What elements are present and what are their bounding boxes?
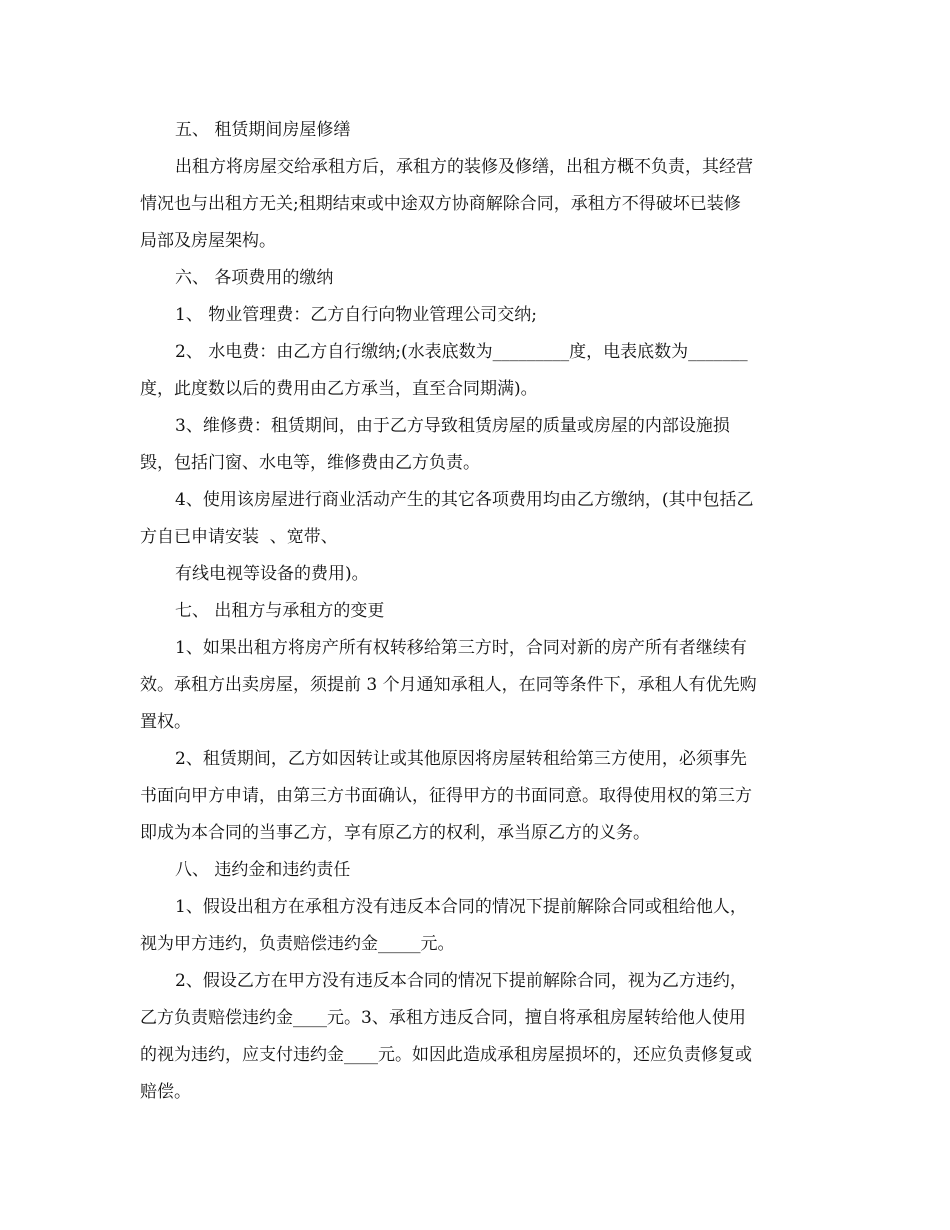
paragraph-line: 1、假设出租方在承租方没有违反本合同的情况下提前解除合同或租给他人， — [175, 897, 747, 917]
paragraph-line: 情况也与出租方无关;租期结束或中途双方协商解除合同，承租方不得破坏已装修 — [140, 194, 741, 214]
paragraph-line: 方自已申请安装 、宽带、 — [140, 527, 338, 547]
paragraph-line: 2、假设乙方在甲方没有违反本合同的情况下提前解除合同，视为乙方违约， — [175, 971, 747, 991]
paragraph-line: 视为甲方违约，负责赔偿违约金_____元。 — [140, 934, 455, 954]
paragraph-line: 置权。 — [140, 712, 191, 732]
paragraph-line: 1、如果出租方将房产所有权转移给第三方时，合同对新的房产所有者继续有 — [175, 638, 747, 658]
section-8-heading: 八、 违约金和违约责任 — [175, 860, 351, 880]
paragraph-line: 有线电视等设备的费用)。 — [175, 564, 369, 584]
paragraph-line: 局部及房屋架构。 — [140, 231, 276, 251]
paragraph-line: 即成为本合同的当事乙方，享有原乙方的权利，承当原乙方的义务。 — [140, 823, 650, 843]
paragraph-line: 毁，包括门窗、水电等，维修费由乙方负责。 — [140, 453, 480, 473]
section-6-heading: 六、 各项费用的缴纳 — [175, 268, 334, 288]
paragraph-line: 1、 物业管理费：乙方自行向物业管理公司交纳; — [175, 305, 537, 325]
paragraph-line: 2、 水电费：由乙方自行缴纳;(水表底数为_________度，电表底数为_______ — [175, 342, 748, 362]
paragraph-line: 书面向甲方申请，由第三方书面确认，征得甲方的书面同意。取得使用权的第三方 — [140, 786, 752, 806]
paragraph-line: 效。承租方出卖房屋，须提前 3 个月通知承租人，在同等条件下，承租人有优先购 — [140, 675, 757, 695]
paragraph-line: 2、租赁期间，乙方如因转让或其他原因将房屋转租给第三方使用，必须事先 — [175, 749, 747, 769]
paragraph-line: 3、维修费：租赁期间，由于乙方导致租赁房屋的质量或房屋的内部设施损 — [175, 416, 730, 436]
paragraph-line: 4、使用该房屋进行商业活动产生的其它各项费用均由乙方缴纳，(其中包括乙 — [175, 490, 754, 510]
section-5-heading: 五、 租赁期间房屋修缮 — [175, 120, 351, 140]
section-7-heading: 七、 出租方与承租方的变更 — [175, 601, 385, 621]
paragraph-line: 出租方将房屋交给承租方后，承租方的装修及修缮，出租方概不负责，其经营 — [175, 157, 753, 177]
paragraph-line: 赔偿。 — [140, 1082, 191, 1102]
paragraph-line: 度，此度数以后的费用由乙方承当，直至合同期满)。 — [140, 379, 538, 399]
paragraph-line: 的视为违约，应支付违约金____元。如因此造成承租房屋损坏的，还应负责修复或 — [140, 1045, 752, 1065]
paragraph-line: 乙方负责赔偿违约金____元。3、承租方违反合同，擅自将承租房屋转给他人使用 — [140, 1008, 746, 1028]
